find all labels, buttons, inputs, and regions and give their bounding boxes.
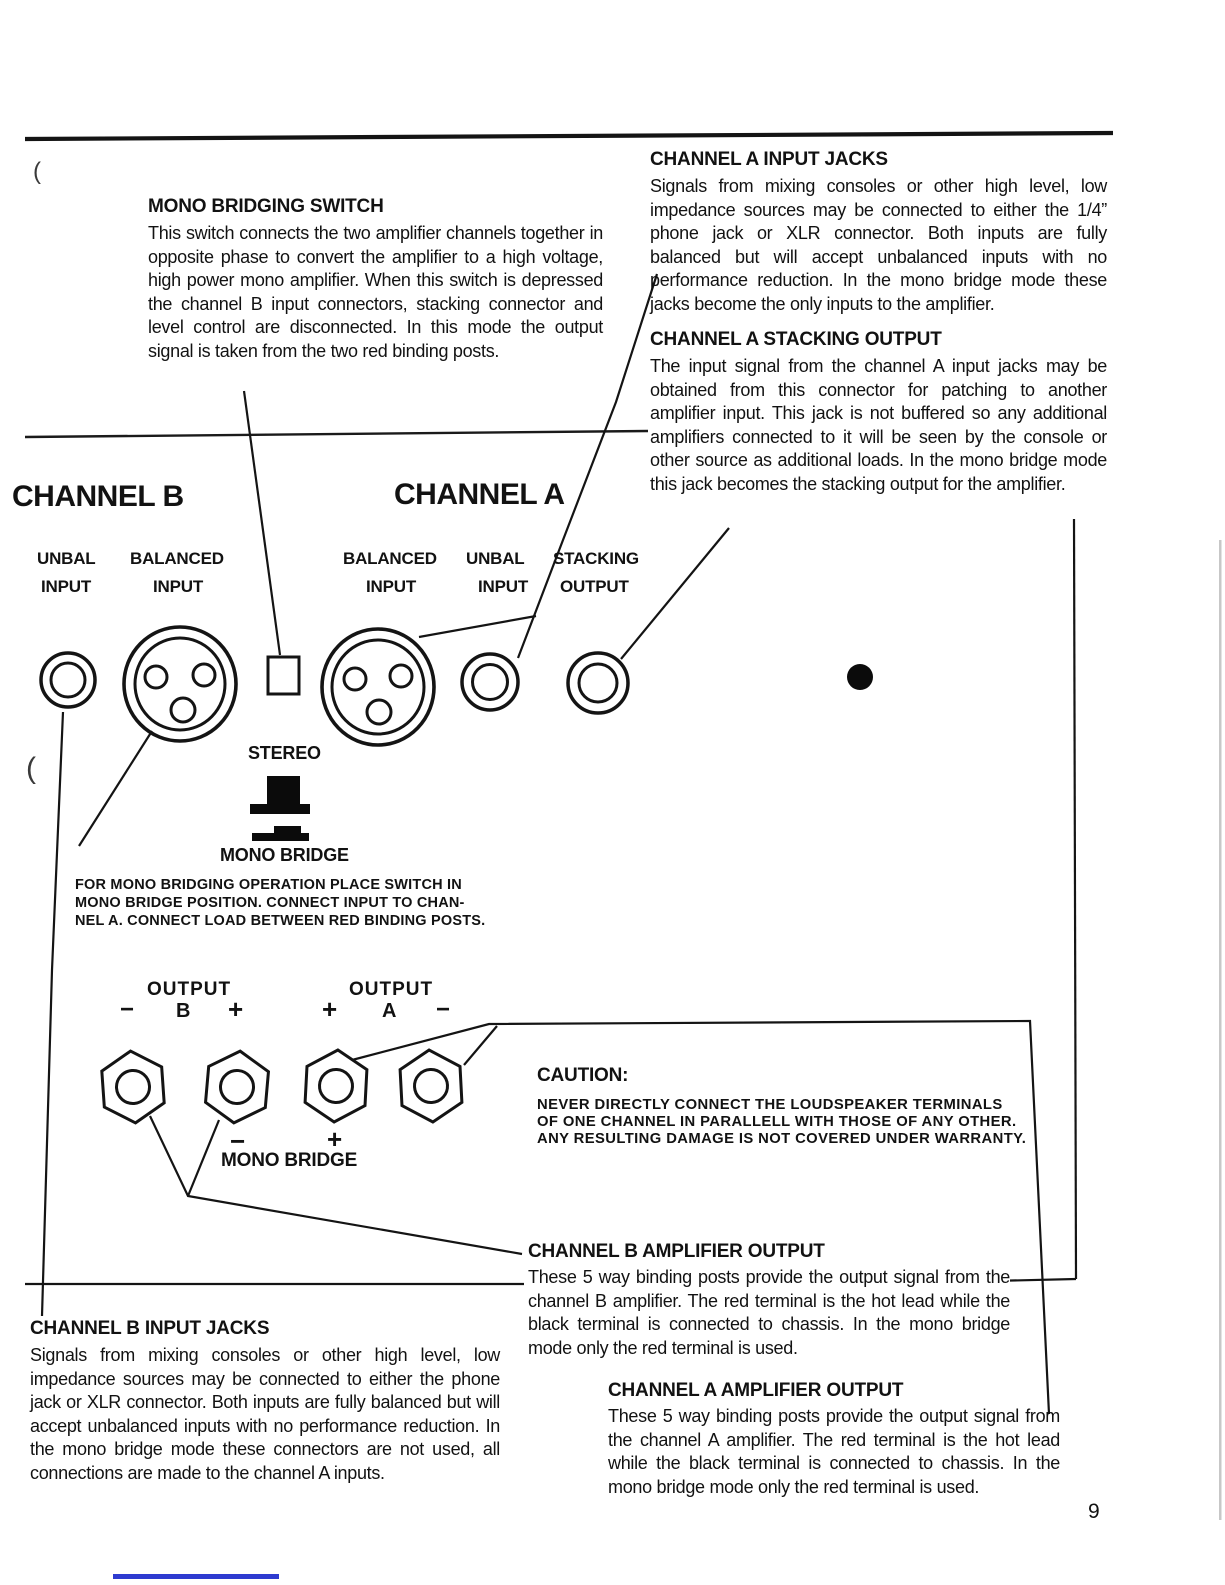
- paragraph-channel-a-amplifier-output: These 5 way binding posts provide the output signal from the channel A amplifier. The red terminal is the hot lead while the black terminal is connected to chassis. In the mono bridge mode only the red terminal is used.: [608, 1406, 1060, 1497]
- callout-mono-bridging-switch: [244, 391, 280, 655]
- heading-caution: CAUTION:: [537, 1065, 629, 1086]
- label-mono-bridge-switch: MONO BRIDGE: [220, 845, 349, 865]
- label-b-plus: +: [228, 994, 244, 1024]
- binding-post-a-pos: [304, 1048, 368, 1123]
- note-line: NEL A. CONNECT LOAD BETWEEN RED BINDING POSTS.: [75, 913, 486, 930]
- scan-edge-shadow: [1219, 540, 1222, 1520]
- xlr-connector-a: [322, 629, 434, 745]
- heading-channel-b-amplifier-output: CHANNEL B AMPLIFIER OUTPUT: [528, 1241, 825, 1262]
- label-input-unbal-b: INPUT: [41, 577, 92, 596]
- label-balanced-a: BALANCED: [343, 549, 437, 568]
- phone-jack-a-stacking: [568, 653, 628, 713]
- scan-artifact-paren: (: [26, 752, 36, 785]
- label-b-minus: −: [120, 996, 135, 1023]
- label-input-balanced-a: INPUT: [366, 577, 417, 596]
- mono-bridging-note: [75, 876, 485, 931]
- page-number: 9: [1088, 1500, 1100, 1523]
- paragraph-channel-a-input-jacks: Signals from mixing consoles or other high level, low impedance sources may be connected to either the 1/4” phone jack or XLR connector. Both inputs are fully balanced but will accept unbalanced inputs with no performance reduction. In the mono bridge mode these jacks become the only inputs to the amplifier.: [650, 176, 1107, 314]
- heading-channel-a-input-jacks: CHANNEL A INPUT JACKS: [650, 149, 888, 170]
- callout-xlr-b: [79, 731, 152, 846]
- label-stereo: STEREO: [248, 743, 321, 763]
- bridging-switch-square: [268, 657, 299, 694]
- channel-a-title: CHANNEL A: [394, 478, 565, 511]
- label-output-a: OUTPUT: [349, 979, 434, 1000]
- caution-line: OF ONE CHANNEL IN PARALLELL WITH THOSE OF ANY OTHER.: [537, 1113, 1017, 1130]
- binding-post-b-pos: [204, 1049, 270, 1126]
- caution-text: [537, 1097, 1026, 1147]
- switch-position-stereo-icon: [250, 776, 310, 814]
- phone-jack-a-unbal: [462, 654, 518, 710]
- binding-post-a-neg: [399, 1048, 463, 1123]
- heading-channel-b-input-jacks: CHANNEL B INPUT JACKS: [30, 1318, 270, 1339]
- panel-dot: [847, 664, 873, 690]
- callout-b-plus-post: [188, 1120, 219, 1196]
- label-mono-bridge-plus: +: [327, 1124, 343, 1154]
- scan-artifact-paren: (: [33, 158, 41, 185]
- phone-jack-b-unbal: [41, 653, 95, 707]
- label-a: A: [382, 1000, 397, 1022]
- label-stacking: STACKING: [553, 549, 639, 568]
- caution-line: NEVER DIRECTLY CONNECT THE LOUDSPEAKER TERMINALS: [537, 1097, 1003, 1113]
- callout-channel-a-input-jacks-xlr-branch: [419, 616, 536, 637]
- paragraph-mono-bridging-switch: This switch connects the two amplifier channels together in opposite phase to convert the amplifier to a high voltage, high power mono amplifier. When this switch is depressed the channel B input connectors, stacking connector and level control are disconnected. In this mode the output signal is taken from the two red binding posts.: [148, 223, 603, 361]
- channel-b-title: CHANNEL B: [12, 480, 184, 513]
- label-unbal-a: UNBAL: [466, 549, 525, 568]
- label-unbal-b: UNBAL: [37, 549, 96, 568]
- paragraph-channel-b-input-jacks: Signals from mixing consoles or other high level, low impedance sources may be connected to either the phone jack or XLR connector. Both inputs are fully balanced but will accept unbalanced inputs with no performance reduction. In the mono bridge mode these connectors are not used, all connections are made to the channel A inputs.: [30, 1345, 500, 1483]
- label-output-b: OUTPUT: [147, 979, 232, 1000]
- top-rule: [25, 133, 1113, 139]
- label-mono-bridge-minus: −: [230, 1126, 246, 1156]
- label-a-plus: +: [322, 994, 338, 1024]
- label-mono-bridge-posts: MONO BRIDGE: [221, 1150, 358, 1171]
- label-a-minus: −: [436, 996, 451, 1023]
- paragraph-channel-a-stacking-output: The input signal from the channel A input jacks may be obtained from this connector for patching to another amplifier input. This jack is not buffered so any additional amplifiers connected to it will be seen by the console or other source as additional loads. In the mono bridge mode this jack becomes the stacking output for the amplifier.: [650, 356, 1107, 494]
- label-input-balanced-b: INPUT: [153, 577, 204, 596]
- switch-position-mono-bridge-icon: [252, 826, 309, 841]
- label-balanced-b: BALANCED: [130, 549, 224, 568]
- label-input-unbal-a: INPUT: [478, 577, 529, 596]
- label-stacking-output: OUTPUT: [560, 577, 629, 596]
- diagram-top-line: [25, 431, 648, 437]
- callout-a-minus-post: [464, 1026, 497, 1065]
- scan-artifact-blue-line: [113, 1574, 279, 1579]
- caution-line: ANY RESULTING DAMAGE IS NOT COVERED UNDER WARRANTY.: [537, 1130, 1027, 1147]
- note-line: FOR MONO BRIDGING OPERATION PLACE SWITCH IN: [75, 877, 462, 893]
- heading-channel-a-amplifier-output: CHANNEL A AMPLIFIER OUTPUT: [608, 1380, 904, 1401]
- xlr-connector-b: [124, 627, 236, 741]
- paragraph-channel-b-amplifier-output: These 5 way binding posts provide the output signal from the channel B amplifier. The red terminal is the hot lead while the black terminal is connected to chassis. In the mono bridge mode only the red terminal is used.: [528, 1266, 1010, 1360]
- callout-channel-a-stacking-output: [621, 528, 729, 659]
- frame-line-vertical: [1074, 519, 1076, 1279]
- label-b: B: [176, 1000, 191, 1022]
- binding-post-b-neg: [101, 1049, 166, 1125]
- heading-channel-a-stacking-output: CHANNEL A STACKING OUTPUT: [650, 329, 942, 350]
- callout-channel-b-input-jacks: [42, 712, 63, 1316]
- note-line: MONO BRIDGE POSITION. CONNECT INPUT TO CHAN-: [75, 895, 465, 912]
- heading-mono-bridging-switch: MONO BRIDGING SWITCH: [148, 196, 384, 217]
